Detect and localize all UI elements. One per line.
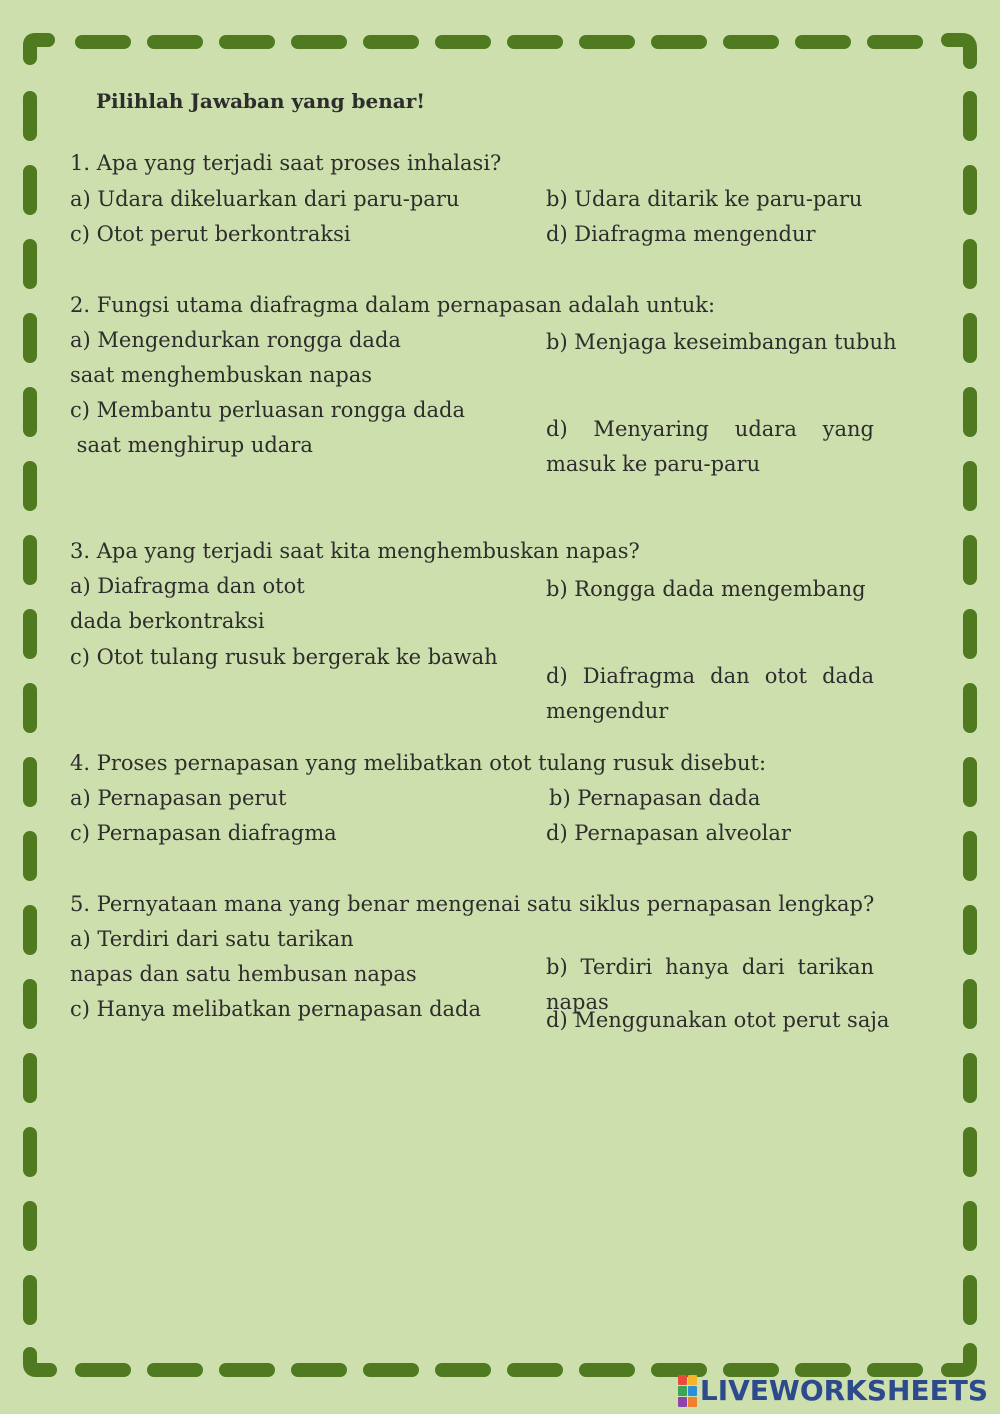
q2-option-c-line1[interactable]: c) Membantu perluasan rongga dada [70,398,465,422]
q5-option-a-line1[interactable]: a) Terdiri dari satu tarikan [70,927,354,951]
q1-option-b[interactable]: b) Udara ditarik ke paru-paru [546,187,863,211]
q1-option-d[interactable]: d) Diafragma mengendur [546,222,816,246]
q3-option-a-line2[interactable]: dada berkontraksi [70,609,265,633]
q5-option-b[interactable]: b) Terdiri hanya dari tarikan napas [546,955,874,1014]
q1-option-a[interactable]: a) Udara dikeluarkan dari paru-paru [70,187,460,211]
q2-option-a-line1[interactable]: a) Mengendurkan rongga dada [70,328,401,352]
question-2: 2. Fungsi utama diafragma dalam pernapasan adalah untuk: [70,293,716,317]
q2-option-d[interactable]: d) Menyaring udara yang masuk ke paru-paru [546,417,874,476]
q5-option-a-line2[interactable]: napas dan satu hembusan napas [70,962,417,986]
q5-option-c[interactable]: c) Hanya melibatkan pernapasan dada [70,997,482,1021]
q3-option-d[interactable]: d) Diafragma dan otot dada mengendur [546,664,874,723]
liveworksheets-logo-text: LIVEWORKSHEETS [699,1374,988,1407]
q4-option-c[interactable]: c) Pernapasan diafragma [70,821,337,845]
q3-option-b[interactable]: b) Rongga dada mengembang [546,577,866,601]
q2-option-b[interactable]: b) Menjaga keseimbangan tubuh [546,330,897,354]
q4-option-b[interactable]: b) Pernapasan dada [549,786,761,810]
liveworksheets-logo-icon [678,1375,697,1407]
q2-option-a-line2[interactable]: saat menghembuskan napas [70,363,373,387]
q3-option-a-line1[interactable]: a) Diafragma dan otot [70,574,305,598]
q3-option-c[interactable]: c) Otot tulang rusuk bergerak ke bawah [70,645,498,669]
q1-option-c[interactable]: c) Otot perut berkontraksi [70,222,351,246]
question-5: 5. Pernyataan mana yang benar mengenai satu siklus pernapasan lengkap? [70,892,875,916]
question-3: 3. Apa yang terjadi saat kita menghembuskan napas? [70,539,640,563]
q4-option-d[interactable]: d) Pernapasan alveolar [546,821,791,845]
question-4: 4. Proses pernapasan yang melibatkan otot tulang rusuk disebut: [70,751,767,775]
instruction-heading: Pilihlah Jawaban yang benar! [96,89,426,113]
q4-option-a[interactable]: a) Pernapasan perut [70,786,287,810]
q5-option-d[interactable]: d) Menggunakan otot perut saja [546,1008,890,1032]
question-1: 1. Apa yang terjadi saat proses inhalasi? [70,151,502,175]
q2-option-c-line2[interactable]: saat menghirup udara [70,433,313,457]
liveworksheets-logo [678,1374,988,1407]
